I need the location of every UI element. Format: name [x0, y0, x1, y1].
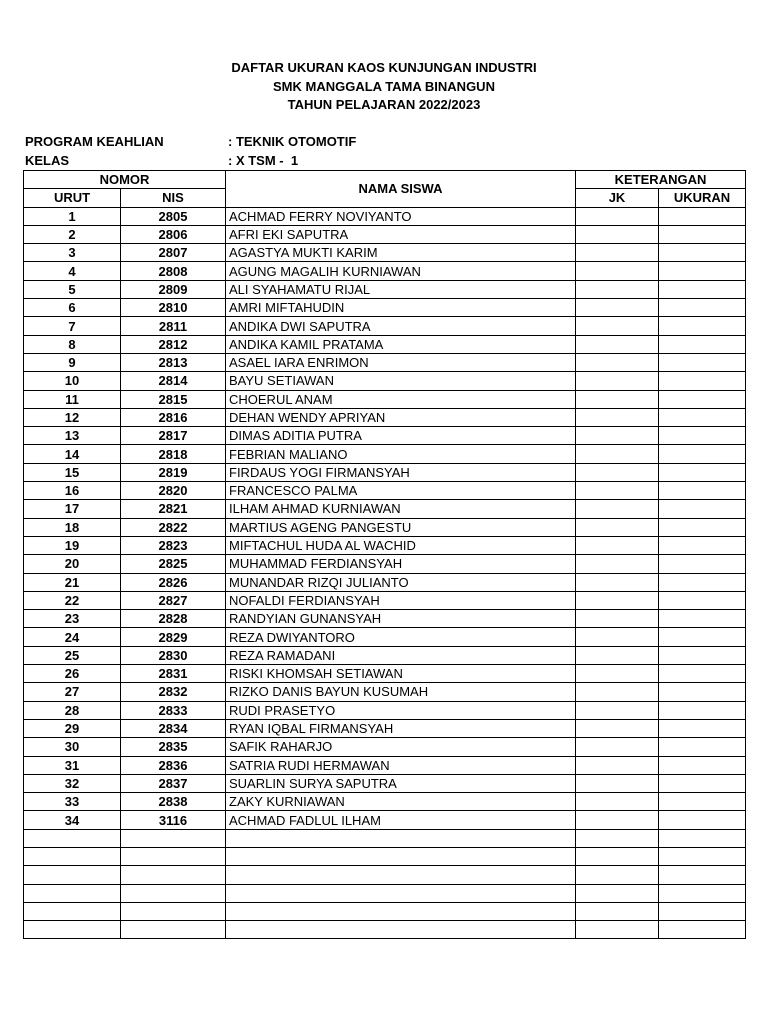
jk-cell: [576, 665, 659, 683]
ukuran-cell: [659, 317, 746, 335]
ukuran-cell: [659, 299, 746, 317]
nis-cell: 2829: [121, 628, 226, 646]
table-row: [24, 353, 746, 371]
empty-cell: [24, 829, 121, 847]
empty-cell: [659, 884, 746, 902]
jk-cell: [576, 591, 659, 609]
nama-cell: REZA DWIYANTORO: [226, 628, 576, 646]
jk-cell: [576, 756, 659, 774]
empty-cell: [226, 829, 576, 847]
table-row: [24, 665, 746, 683]
nama-cell: FIRDAUS YOGI FIRMANSYAH: [226, 463, 576, 481]
empty-cell: [659, 921, 746, 939]
empty-row: [24, 884, 746, 902]
jk-cell: [576, 244, 659, 262]
urut-cell: 3: [24, 244, 121, 262]
nama-cell: RIZKO DANIS BAYUN KUSUMAH: [226, 683, 576, 701]
table-row: [24, 225, 746, 243]
empty-row: [24, 829, 746, 847]
nama-cell: RYAN IQBAL FIRMANSYAH: [226, 719, 576, 737]
nama-cell: REZA RAMADANI: [226, 646, 576, 664]
ukuran-cell: [659, 427, 746, 445]
header-jk: JK: [576, 189, 659, 207]
urut-cell: 31: [24, 756, 121, 774]
nis-cell: 2816: [121, 408, 226, 426]
nama-cell: DEHAN WENDY APRIYAN: [226, 408, 576, 426]
urut-cell: 15: [24, 463, 121, 481]
jk-cell: [576, 774, 659, 792]
empty-cell: [121, 921, 226, 939]
empty-cell: [226, 866, 576, 884]
table-row: [24, 518, 746, 536]
empty-cell: [121, 829, 226, 847]
urut-cell: 27: [24, 683, 121, 701]
urut-cell: 8: [24, 335, 121, 353]
ukuran-cell: [659, 390, 746, 408]
header-ukuran: UKURAN: [659, 189, 746, 207]
nis-cell: 2823: [121, 536, 226, 554]
empty-cell: [576, 866, 659, 884]
header-nama-siswa: NAMA SISWA: [226, 171, 576, 208]
nis-cell: 2814: [121, 372, 226, 390]
header-nomor: NOMOR: [24, 171, 226, 189]
jk-cell: [576, 738, 659, 756]
nis-cell: 2821: [121, 500, 226, 518]
table-body: [24, 207, 746, 939]
ukuran-cell: [659, 719, 746, 737]
empty-cell: [576, 884, 659, 902]
nis-cell: 2808: [121, 262, 226, 280]
urut-cell: 9: [24, 353, 121, 371]
nis-cell: 2815: [121, 390, 226, 408]
empty-row: [24, 847, 746, 865]
nis-cell: 2836: [121, 756, 226, 774]
empty-cell: [659, 829, 746, 847]
nama-cell: AMRI MIFTAHUDIN: [226, 299, 576, 317]
document-title: DAFTAR UKURAN KAOS KUNJUNGAN INDUSTRI: [231, 60, 537, 75]
table-row: [24, 445, 746, 463]
empty-cell: [121, 866, 226, 884]
urut-cell: 2: [24, 225, 121, 243]
nama-cell: AGUNG MAGALIH KURNIAWAN: [226, 262, 576, 280]
table-row: [24, 280, 746, 298]
nama-cell: MIFTACHUL HUDA AL WACHID: [226, 536, 576, 554]
jk-cell: [576, 225, 659, 243]
jk-cell: [576, 372, 659, 390]
nis-cell: 2805: [121, 207, 226, 225]
nis-cell: 2822: [121, 518, 226, 536]
empty-cell: [576, 921, 659, 939]
nama-cell: ASAEL IARA ENRIMON: [226, 353, 576, 371]
header-urut: URUT: [24, 189, 121, 207]
jk-cell: [576, 262, 659, 280]
empty-cell: [24, 921, 121, 939]
urut-cell: 6: [24, 299, 121, 317]
ukuran-cell: [659, 482, 746, 500]
nis-cell: 2825: [121, 555, 226, 573]
table-row: [24, 317, 746, 335]
nis-cell: 2820: [121, 482, 226, 500]
jk-cell: [576, 628, 659, 646]
jk-cell: [576, 317, 659, 335]
nama-cell: ZAKY KURNIAWAN: [226, 793, 576, 811]
jk-cell: [576, 683, 659, 701]
empty-cell: [226, 902, 576, 920]
ukuran-cell: [659, 628, 746, 646]
jk-cell: [576, 353, 659, 371]
table-row: [24, 756, 746, 774]
nama-cell: CHOERUL ANAM: [226, 390, 576, 408]
table-row: [24, 610, 746, 628]
ukuran-cell: [659, 280, 746, 298]
empty-row: [24, 902, 746, 920]
empty-cell: [226, 921, 576, 939]
ukuran-cell: [659, 244, 746, 262]
urut-cell: 5: [24, 280, 121, 298]
table-row: [24, 262, 746, 280]
nis-cell: 2809: [121, 280, 226, 298]
header-keterangan: KETERANGAN: [576, 171, 746, 189]
urut-cell: 14: [24, 445, 121, 463]
urut-cell: 19: [24, 536, 121, 554]
table-row: [24, 628, 746, 646]
empty-cell: [121, 884, 226, 902]
nama-cell: MARTIUS AGENG PANGESTU: [226, 518, 576, 536]
urut-cell: 11: [24, 390, 121, 408]
nis-cell: 2812: [121, 335, 226, 353]
nis-cell: 2807: [121, 244, 226, 262]
nama-cell: BAYU SETIAWAN: [226, 372, 576, 390]
ukuran-cell: [659, 793, 746, 811]
nama-cell: ACHMAD FERRY NOVIYANTO: [226, 207, 576, 225]
jk-cell: [576, 390, 659, 408]
nis-cell: 2811: [121, 317, 226, 335]
nis-cell: 2826: [121, 573, 226, 591]
school-name: SMK MANGGALA TAMA BINANGUN: [273, 79, 495, 94]
empty-cell: [24, 902, 121, 920]
ukuran-cell: [659, 811, 746, 829]
urut-cell: 25: [24, 646, 121, 664]
table-row: [24, 244, 746, 262]
empty-cell: [576, 829, 659, 847]
nama-cell: SAFIK RAHARJO: [226, 738, 576, 756]
empty-cell: [24, 847, 121, 865]
nis-cell: 2827: [121, 591, 226, 609]
nis-cell: 2831: [121, 665, 226, 683]
program-label: PROGRAM KEAHLIAN: [25, 134, 164, 149]
jk-cell: [576, 610, 659, 628]
kelas-row: [25, 152, 298, 170]
nis-cell: 2832: [121, 683, 226, 701]
empty-cell: [576, 847, 659, 865]
nama-cell: SATRIA RUDI HERMAWAN: [226, 756, 576, 774]
table-row: [24, 207, 746, 225]
empty-row: [24, 866, 746, 884]
jk-cell: [576, 280, 659, 298]
urut-cell: 24: [24, 628, 121, 646]
empty-cell: [659, 902, 746, 920]
ukuran-cell: [659, 701, 746, 719]
jk-cell: [576, 207, 659, 225]
empty-cell: [226, 884, 576, 902]
table-row: [24, 408, 746, 426]
nis-cell: 2806: [121, 225, 226, 243]
jk-cell: [576, 445, 659, 463]
nis-cell: 2819: [121, 463, 226, 481]
table-row: [24, 774, 746, 792]
jk-cell: [576, 811, 659, 829]
kelas-label: KELAS: [25, 153, 70, 168]
ukuran-cell: [659, 408, 746, 426]
nama-cell: ILHAM AHMAD KURNIAWAN: [226, 500, 576, 518]
urut-cell: 23: [24, 610, 121, 628]
nama-cell: MUNANDAR RIZQI JULIANTO: [226, 573, 576, 591]
table-row: [24, 335, 746, 353]
urut-cell: 1: [24, 207, 121, 225]
nama-cell: AFRI EKI SAPUTRA: [226, 225, 576, 243]
ukuran-cell: [659, 262, 746, 280]
jk-cell: [576, 719, 659, 737]
urut-cell: 29: [24, 719, 121, 737]
ukuran-cell: [659, 738, 746, 756]
ukuran-cell: [659, 463, 746, 481]
ukuran-cell: [659, 774, 746, 792]
nama-cell: FEBRIAN MALIANO: [226, 445, 576, 463]
empty-cell: [121, 847, 226, 865]
empty-cell: [576, 902, 659, 920]
empty-cell: [659, 847, 746, 865]
jk-cell: [576, 573, 659, 591]
urut-cell: 32: [24, 774, 121, 792]
nis-cell: 2834: [121, 719, 226, 737]
nama-cell: RISKI KHOMSAH SETIAWAN: [226, 665, 576, 683]
nama-cell: ANDIKA KAMIL PRATAMA: [226, 335, 576, 353]
nis-cell: 2810: [121, 299, 226, 317]
empty-cell: [24, 884, 121, 902]
jk-cell: [576, 536, 659, 554]
urut-cell: 4: [24, 262, 121, 280]
table-row: [24, 427, 746, 445]
nis-cell: 2833: [121, 701, 226, 719]
program-row: [25, 133, 356, 151]
urut-cell: 20: [24, 555, 121, 573]
empty-cell: [24, 866, 121, 884]
ukuran-cell: [659, 683, 746, 701]
empty-cell: [121, 902, 226, 920]
nama-cell: NOFALDI FERDIANSYAH: [226, 591, 576, 609]
jk-cell: [576, 335, 659, 353]
ukuran-cell: [659, 372, 746, 390]
nis-cell: 2835: [121, 738, 226, 756]
jk-cell: [576, 408, 659, 426]
jk-cell: [576, 299, 659, 317]
ukuran-cell: [659, 555, 746, 573]
urut-cell: 13: [24, 427, 121, 445]
table-row: [24, 372, 746, 390]
ukuran-cell: [659, 518, 746, 536]
jk-cell: [576, 646, 659, 664]
table-row: [24, 500, 746, 518]
nama-cell: DIMAS ADITIA PUTRA: [226, 427, 576, 445]
nama-cell: ANDIKA DWI SAPUTRA: [226, 317, 576, 335]
nis-cell: 2830: [121, 646, 226, 664]
student-table: [23, 170, 746, 939]
nis-cell: 2828: [121, 610, 226, 628]
urut-cell: 7: [24, 317, 121, 335]
ukuran-cell: [659, 445, 746, 463]
header-nis: NIS: [121, 189, 226, 207]
jk-cell: [576, 500, 659, 518]
table-row: [24, 390, 746, 408]
urut-cell: 26: [24, 665, 121, 683]
urut-cell: 16: [24, 482, 121, 500]
table-row: [24, 573, 746, 591]
ukuran-cell: [659, 335, 746, 353]
ukuran-cell: [659, 207, 746, 225]
urut-cell: 17: [24, 500, 121, 518]
nis-cell: 2813: [121, 353, 226, 371]
empty-row: [24, 921, 746, 939]
jk-cell: [576, 463, 659, 481]
urut-cell: 34: [24, 811, 121, 829]
jk-cell: [576, 701, 659, 719]
ukuran-cell: [659, 591, 746, 609]
ukuran-cell: [659, 756, 746, 774]
academic-year: TAHUN PELAJARAN 2022/2023: [287, 97, 481, 112]
nama-cell: SUARLIN SURYA SAPUTRA: [226, 774, 576, 792]
jk-cell: [576, 518, 659, 536]
ukuran-cell: [659, 536, 746, 554]
table-row: [24, 646, 746, 664]
program-value: : TEKNIK OTOMOTIF: [228, 134, 357, 149]
empty-cell: [226, 847, 576, 865]
nama-cell: AGASTYA MUKTI KARIM: [226, 244, 576, 262]
nama-cell: ACHMAD FADLUL ILHAM: [226, 811, 576, 829]
kelas-value: : X TSM - 1: [228, 153, 299, 168]
ukuran-cell: [659, 573, 746, 591]
jk-cell: [576, 427, 659, 445]
urut-cell: 22: [24, 591, 121, 609]
nis-cell: 2818: [121, 445, 226, 463]
urut-cell: 21: [24, 573, 121, 591]
table-row: [24, 482, 746, 500]
table-row: [24, 536, 746, 554]
table-row: [24, 683, 746, 701]
nama-cell: FRANCESCO PALMA: [226, 482, 576, 500]
table-row: [24, 738, 746, 756]
ukuran-cell: [659, 646, 746, 664]
table-row: [24, 719, 746, 737]
table-row: [24, 701, 746, 719]
urut-cell: 28: [24, 701, 121, 719]
urut-cell: 18: [24, 518, 121, 536]
table-row: [24, 793, 746, 811]
nama-cell: MUHAMMAD FERDIANSYAH: [226, 555, 576, 573]
jk-cell: [576, 482, 659, 500]
urut-cell: 12: [24, 408, 121, 426]
urut-cell: 30: [24, 738, 121, 756]
empty-cell: [659, 866, 746, 884]
nis-cell: 3116: [121, 811, 226, 829]
nis-cell: 2817: [121, 427, 226, 445]
table-row: [24, 591, 746, 609]
ukuran-cell: [659, 500, 746, 518]
nis-cell: 2837: [121, 774, 226, 792]
ukuran-cell: [659, 353, 746, 371]
jk-cell: [576, 555, 659, 573]
table-row: [24, 299, 746, 317]
nama-cell: RUDI PRASETYO: [226, 701, 576, 719]
nis-cell: 2838: [121, 793, 226, 811]
nama-cell: RANDYIAN GUNANSYAH: [226, 610, 576, 628]
ukuran-cell: [659, 225, 746, 243]
ukuran-cell: [659, 610, 746, 628]
jk-cell: [576, 793, 659, 811]
ukuran-cell: [659, 665, 746, 683]
table-row: [24, 555, 746, 573]
table-row: [24, 811, 746, 829]
table-row: [24, 463, 746, 481]
nama-cell: ALI SYAHAMATU RIJAL: [226, 280, 576, 298]
urut-cell: 10: [24, 372, 121, 390]
urut-cell: 33: [24, 793, 121, 811]
